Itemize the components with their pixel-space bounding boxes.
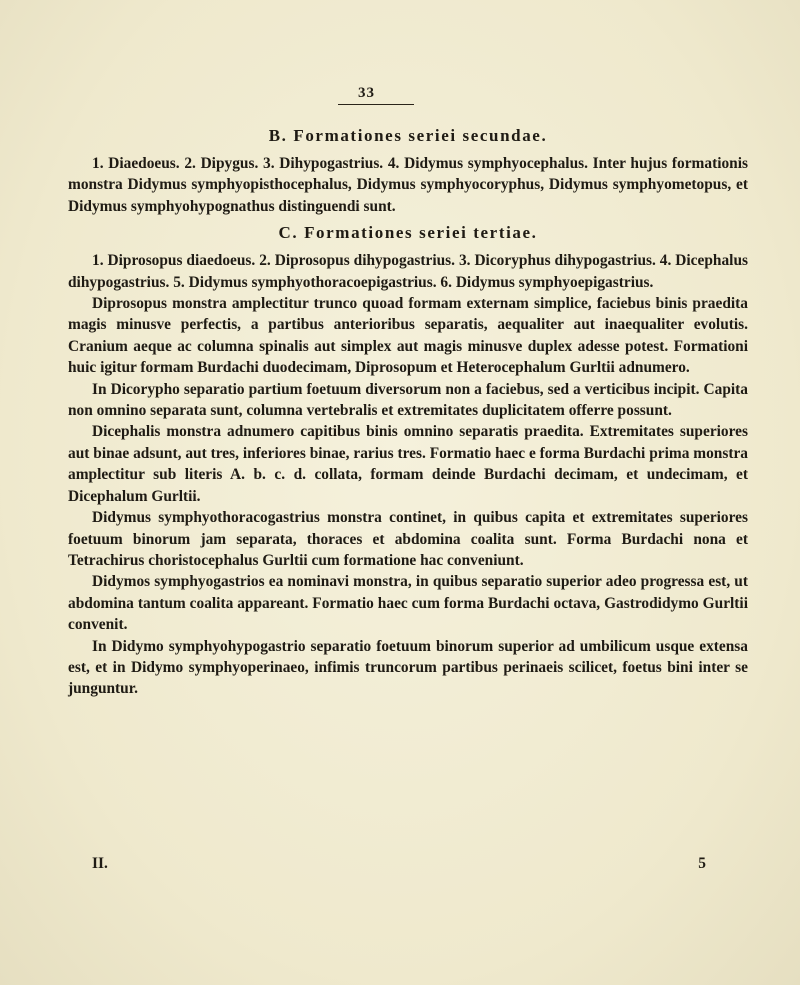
page-number: 33: [358, 85, 375, 101]
sheet-number: 5: [698, 855, 706, 872]
paragraph-b-list: 1. Diaedoeus. 2. Dipygus. 3. Dihypogastrius. 4. Didymus symphyocephalus. Inter hujus formationis monstra Didymus symphyopisthocephalus, Didymus symphyocoryphus, Didymus symphyometopus, et Didymus symphyohypognathus distinguendi sunt.: [68, 155, 748, 215]
page-footer: [92, 855, 706, 873]
signature-mark: II.: [92, 855, 108, 872]
paragraph-symphyohypogastrius: In Didymo symphyohypogastrio separatio foetuum binorum superior ad umbilicum usque extensa est, et in Didymo symphyoperinaeo, infimis truncorum partibus perinaeis scilicet, foetus bini inter se junguntur.: [68, 637, 748, 698]
paragraph-symphyogastrius: Didymos symphyogastrios ea nominavi monstra, in quibus separatio superior adeo progressa est, ut abdomina tantum coalita appareant. Formatio haec cum forma Burdachi octava, Gastrodidymo Gurltii convenit.: [68, 573, 748, 634]
paragraph-diprosopus: Diprosopus monstra amplectitur trunco quoad formam externam simplice, faciebus binis praedita magis minusve perfectis, a partibus anterioribus separatis, aequaliter aut inaequaliter evolutis. Cranium aeque ac columna spinalis aut simplex aut magis minusve duplex adesse potest. Formationi huic igitur formam Burdachi duodecimam, Diprosopum et Heterocephalum Gurltii adnumero.: [68, 295, 748, 377]
header-rule: [338, 104, 414, 105]
section-heading-c: C. Formationes seriei tertiae.: [278, 223, 538, 243]
paragraph-symphyothoracogastrius: Didymus symphyothoracogastrius monstra continet, in quibus capita et extremitates superiores foetuum binorum jam separata, thoraces et abdomina coalita sunt. Forma Burdachi nona et Tetrachirus choristocephalus Gurltii cum formatione hac conveniunt.: [68, 509, 748, 569]
page-body: [68, 120, 748, 700]
paragraph-dicoryphus: In Dicorypho separatio partium foetuum diversorum non a faciebus, sed a verticibus incipit. Capita non omnino separata sunt, columna vertebralis et extremitates duplicitatem offerre possunt.: [68, 380, 748, 420]
paragraph-dicephalus: Dicephalis monstra adnumero capitibus binis omnino separatis praedita. Extremitates superiores aut binae adsunt, aut tres, inferiores binae, rarius tres. Formatio haec e forma Burdachi prima monstra amplectitur sub literis A. b. c. d. collata, formam deinde Burdachi decimam, et undecimam, et Dicephalum Gurltii.: [68, 423, 748, 505]
paragraph-c-list: 1. Diprosopus diaedoeus. 2. Diprosopus dihypogastrius. 3. Dicoryphus dihypogastrius. 4. Dicephalus dihypogastrius. 5. Didymus symphyothoracoepigastrius. 6. Didymus symphyoepigastrius.: [68, 252, 748, 291]
section-heading-b: B. Formationes seriei secundae.: [268, 126, 548, 145]
